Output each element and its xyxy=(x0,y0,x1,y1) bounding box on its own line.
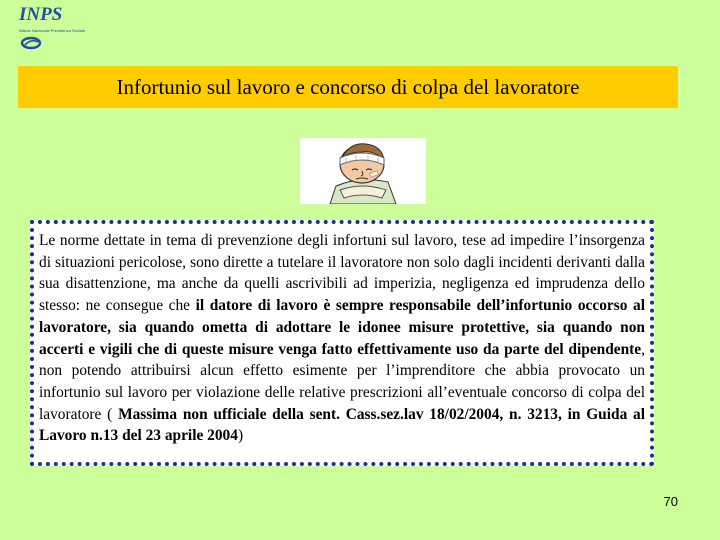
page-number: 70 xyxy=(663,494,678,509)
ruling-text-box xyxy=(30,220,654,466)
logo-swirl-icon xyxy=(20,36,42,50)
ruling-bold-part-1: il datore di lavoro è sempre responsabile dell’infortunio occorso al lavoratore, sia quando ometta di adottare le idonee misure protettive, sia quando non accerti e vigili che di queste misure venga fatto effettivamente uso da parte del dipendente xyxy=(39,297,645,358)
clipart-drawing xyxy=(300,138,426,204)
injured-worker-illustration xyxy=(300,138,426,204)
logo-name: INPS xyxy=(19,4,63,25)
ruling-text-part-1: Le norme dettate in tema di prevenzione degli infortuni sul lavoro, tese ad impedire l’insorgenza di situazioni pericolose, sono dirette a tutelare il lavoratore non solo dagli incidenti derivanti dalla sua disattenzione, ma anche da quelli ascrivibili ad imperizia, negligenza ed imprudenza dello stesso: ne consegue che xyxy=(39,232,645,315)
ruling-text-part-3: ) xyxy=(237,427,244,445)
slide-title: Infortunio sul lavoro e concorso di colpa del lavoratore xyxy=(116,74,580,99)
ruling-bold-part-2: Massima non ufficiale della sent. Cass.sez.lav 18/02/2004, n. 3213, in Guida al Lavoro n.13 del 23 aprile 2004 xyxy=(39,405,646,445)
title-bar xyxy=(18,66,678,108)
ruling-text-part-2: , non potendo attribuirsi alcun effetto esimente per l’imprenditore che abbia provocato un infortunio sul lavoro per violazione delle relative prescrizioni all’eventuale concorso di colpa del lavoratore ( xyxy=(39,340,645,423)
ruling-paragraph xyxy=(39,230,645,447)
logo-subtitle: Istituto Nazionale Previdenza Sociale xyxy=(19,28,86,33)
inps-logo xyxy=(16,4,86,52)
